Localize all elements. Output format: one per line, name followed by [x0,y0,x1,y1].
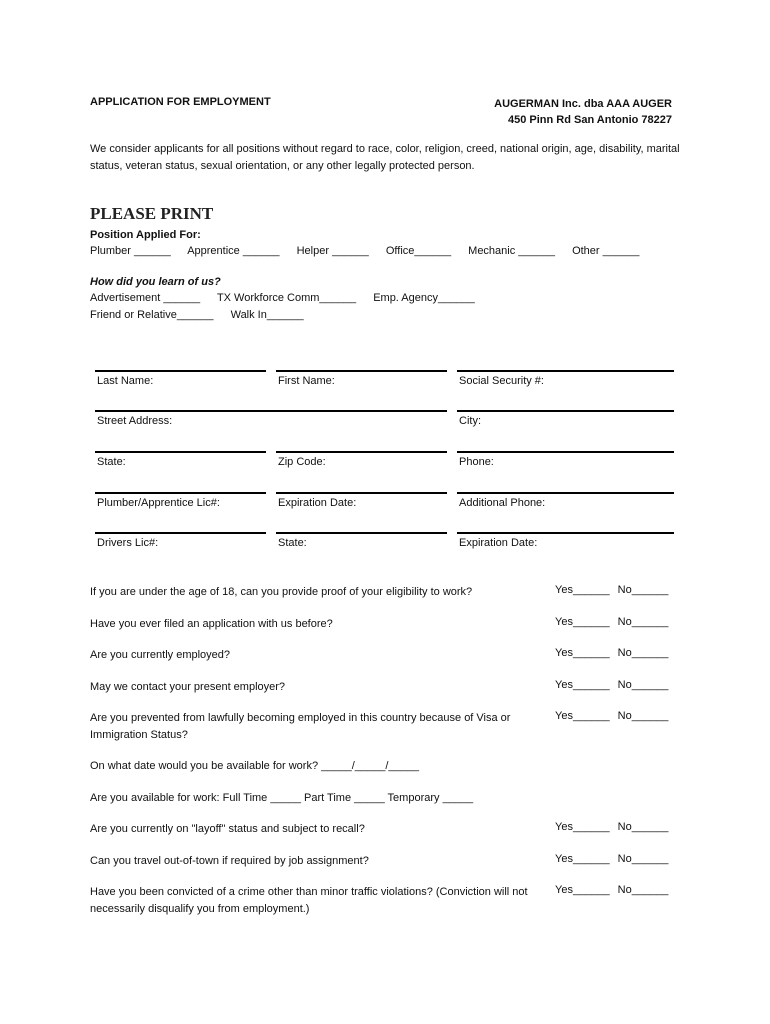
question-convicted: Have you been convicted of a crime other than minor traffic violations? (Conviction will not necessarily disqualify you from employment.) [90,886,528,915]
question-currently-employed: Are you currently employed? [90,649,231,661]
question-eligibility: If you are under the age of 18, can you provide proof of your eligibility to work? [90,586,473,598]
no-option[interactable]: No______ [617,616,669,628]
no-option[interactable]: No______ [617,584,669,596]
phone-label: Phone: [459,456,494,468]
yes-option[interactable]: Yes______ [555,710,610,722]
city-label: City: [459,415,481,427]
no-option[interactable]: No______ [617,679,669,691]
company-address: 450 Pinn Rd San Antonio 78227 [507,114,672,126]
first-name-label: First Name: [278,375,335,387]
learn-option-walkin[interactable]: Walk In______ [230,309,304,321]
learn-options-row1 [90,292,489,304]
yes-option[interactable]: Yes______ [555,884,610,896]
drivers-lic-expiration-line[interactable] [457,532,674,534]
plumber-lic-label: Plumber/Apprentice Lic#: [97,497,220,509]
drivers-lic-label: Drivers Lic#: [97,537,159,549]
expiration-date-label: Expiration Date: [278,497,357,509]
street-address-label: Street Address: [97,415,173,427]
question-visa-status: Are you prevented from lawfully becoming employed in this country because of Visa or Immigration Status? [90,712,511,741]
yes-option[interactable]: Yes______ [555,647,610,659]
learn-label: How did you learn of us? [90,276,221,288]
question-filed-before: Have you ever filed an application with us before? [90,618,333,630]
ssn-label: Social Security #: [459,375,544,387]
yes-option[interactable]: Yes______ [555,853,610,865]
first-name-line[interactable] [276,370,447,372]
position-options [90,245,653,257]
eeo-statement: We consider applicants for all positions without regard to race, color, religion, creed, national origin, age, disability, marital status, veteran status, sexual orientation, or any other legally protected person. [90,143,680,172]
company-block [494,96,672,128]
question-layoff-status: Are you currently on "layoff" status and subject to recall? [90,823,365,835]
expiration-date-line[interactable] [276,492,447,494]
position-option-mechanic[interactable]: Mechanic ______ [468,245,555,257]
question-contact-employer: May we contact your present employer? [90,681,286,693]
no-option[interactable]: No______ [617,884,669,896]
learn-options-row2 [90,309,318,321]
question-available-date[interactable]: On what date would you be available for work? _____/_____/_____ [90,760,420,772]
question-travel: Can you travel out-of-town if required by job assignment? [90,855,369,867]
city-line[interactable] [457,410,674,412]
ssn-line[interactable] [457,370,674,372]
answer-currently-employed [555,647,668,659]
position-option-office[interactable]: Office______ [385,245,452,257]
phone-line[interactable] [457,451,674,453]
yes-option[interactable]: Yes______ [555,821,610,833]
answer-layoff-status [555,821,668,833]
learn-option-agency[interactable]: Emp. Agency______ [373,292,475,304]
last-name-line[interactable] [95,370,266,372]
yes-option[interactable]: Yes______ [555,616,610,628]
position-option-plumber[interactable]: Plumber ______ [90,245,171,257]
drivers-lic-state-line[interactable] [276,532,447,534]
answer-filed-before [555,616,668,628]
drivers-lic-state-label: State: [278,537,307,549]
position-option-apprentice[interactable]: Apprentice ______ [187,245,280,257]
plumber-lic-line[interactable] [95,492,266,494]
street-address-line[interactable] [95,410,447,412]
no-option[interactable]: No______ [617,853,669,865]
no-option[interactable]: No______ [617,647,669,659]
company-name: AUGERMAN Inc. dba AAA AUGER [494,98,672,110]
state-line[interactable] [95,451,266,453]
answer-contact-employer [555,679,668,691]
answer-travel [555,853,668,865]
position-option-other[interactable]: Other ______ [572,245,640,257]
no-option[interactable]: No______ [617,821,669,833]
additional-phone-label: Additional Phone: [459,497,546,509]
answer-convicted [555,884,668,896]
last-name-label: Last Name: [97,375,154,387]
learn-option-advertisement[interactable]: Advertisement ______ [90,292,201,304]
please-print-heading: PLEASE PRINT [90,204,214,223]
state-label: State: [97,456,126,468]
answer-eligibility [555,584,668,596]
additional-phone-line[interactable] [457,492,674,494]
position-option-helper[interactable]: Helper ______ [296,245,369,257]
question-availability-type[interactable]: Are you available for work: Full Time _____ Part Time _____ Temporary _____ [90,792,474,804]
drivers-lic-expiration-label: Expiration Date: [459,537,538,549]
learn-option-friend[interactable]: Friend or Relative______ [90,309,214,321]
answer-visa-status [555,710,668,722]
learn-option-workforce[interactable]: TX Workforce Comm______ [216,292,357,304]
zip-code-line[interactable] [276,451,447,453]
position-label: Position Applied For: [90,229,201,241]
drivers-lic-line[interactable] [95,532,266,534]
form-title: APPLICATION FOR EMPLOYMENT [90,96,271,108]
zip-code-label: Zip Code: [278,456,326,468]
yes-option[interactable]: Yes______ [555,679,610,691]
no-option[interactable]: No______ [617,710,669,722]
yes-option[interactable]: Yes______ [555,584,610,596]
